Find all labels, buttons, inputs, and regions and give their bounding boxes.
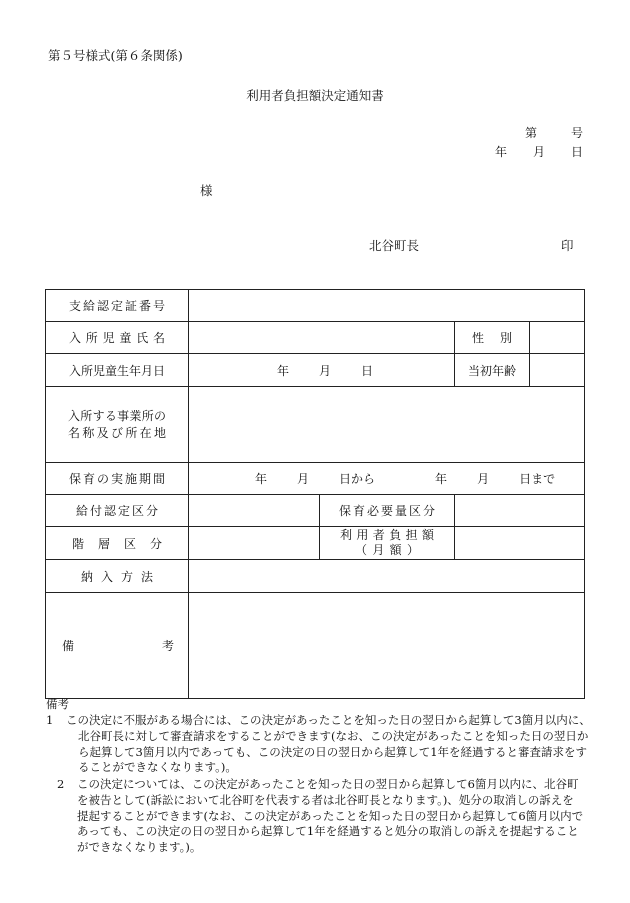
period-end-month: 月 bbox=[477, 472, 490, 486]
tier-category-label: 階層区分 bbox=[46, 527, 189, 560]
birth-date-label: 入所児童生年月日 bbox=[46, 354, 189, 387]
table-row bbox=[46, 463, 585, 495]
birth-date-value[interactable] bbox=[189, 354, 455, 387]
note-number: 2 bbox=[57, 777, 65, 791]
issue-date bbox=[495, 143, 583, 160]
payment-method-value[interactable] bbox=[189, 560, 585, 593]
table-row bbox=[46, 354, 585, 387]
date-year: 年 bbox=[494, 145, 507, 159]
number-suffix: 号 bbox=[570, 126, 583, 140]
care-period-label: 保育の実施期間 bbox=[46, 463, 189, 495]
date-day: 日 bbox=[570, 145, 583, 159]
child-name-value[interactable] bbox=[189, 322, 455, 354]
care-need-category-label: 保育必要量区分 bbox=[320, 495, 455, 527]
addressee: 様 bbox=[200, 183, 213, 198]
remarks-label-left: 備 bbox=[62, 639, 75, 653]
user-burden-label-line2: （月額） bbox=[355, 543, 419, 557]
period-end-year: 年 bbox=[435, 472, 448, 486]
note-text: この決定に不服がある場合には、この決定があったことを知った日の翌日から起算して3箇月以内に、北谷町長に対して審査請求をすることができます(なお、この決定があったことを知った日の翌日から起算して3箇月以内であっても、この決定の日の翌日から起算して1年を経過すると審査請求をすることができなくなります。)。 bbox=[66, 713, 591, 775]
remarks-value[interactable] bbox=[189, 593, 585, 699]
period-start-year: 年 bbox=[255, 472, 268, 486]
child-name-label: 入所児童氏名 bbox=[46, 322, 189, 354]
cert-number-value[interactable] bbox=[189, 290, 585, 322]
initial-age-label: 当初年齢 bbox=[455, 354, 530, 387]
table-row bbox=[46, 560, 585, 593]
seal-mark: 印 bbox=[561, 238, 574, 253]
document-number bbox=[525, 124, 583, 141]
facility-label-line1: 入所する事業所の bbox=[68, 408, 166, 423]
decision-table bbox=[45, 289, 585, 699]
table-row bbox=[46, 387, 585, 463]
notes-heading: 備考 bbox=[46, 697, 69, 711]
benefit-category-label: 給付認定区分 bbox=[46, 495, 189, 527]
note-text: この決定については、この決定があったことを知った日の翌日から起算して6箇月以内に、北谷町を被告として(訴訟において北谷町を代表する者は北谷町長となります。)、処分の取消しの訴えを提起することができます(なお、この決定があったことを知った日の翌日から起算して6箇月以内であっても、この決定の日の翌日から起算して1年を経過すると処分の取消しの訴えを提起することができなくなります。)。 bbox=[77, 777, 584, 855]
number-prefix: 第 bbox=[524, 126, 537, 140]
table-row bbox=[46, 290, 585, 322]
document-title: 利用者負担額決定通知書 bbox=[246, 88, 384, 103]
date-month: 月 bbox=[532, 145, 545, 159]
tier-category-value[interactable] bbox=[189, 527, 320, 560]
benefit-category-value[interactable] bbox=[189, 495, 320, 527]
care-need-category-value[interactable] bbox=[455, 495, 585, 527]
period-end-day: 日まで bbox=[519, 472, 556, 486]
period-start-day: 日から bbox=[339, 472, 376, 486]
user-burden-value[interactable] bbox=[455, 527, 585, 560]
payment-method-label: 納入方法 bbox=[46, 560, 189, 593]
user-burden-label bbox=[320, 527, 455, 560]
facility-label-line2: 名称及び所在地 bbox=[68, 425, 166, 440]
issuer: 北谷町長 bbox=[369, 238, 420, 253]
sex-label: 性 別 bbox=[455, 322, 530, 354]
cert-number-label: 支給認定証番号 bbox=[46, 290, 189, 322]
note-number: 1 bbox=[46, 713, 54, 727]
facility-label bbox=[46, 387, 189, 463]
table-row bbox=[46, 527, 585, 560]
care-period-value[interactable] bbox=[189, 463, 585, 495]
sex-value[interactable] bbox=[530, 322, 585, 354]
facility-value[interactable] bbox=[189, 387, 585, 463]
birth-month: 月 bbox=[319, 363, 332, 378]
birth-day: 日 bbox=[361, 363, 374, 378]
birth-year: 年 bbox=[277, 363, 290, 378]
remarks-label-right: 考 bbox=[161, 639, 174, 653]
table-row bbox=[46, 322, 585, 354]
table-row bbox=[46, 593, 585, 699]
initial-age-value[interactable] bbox=[530, 354, 585, 387]
user-burden-label-line1: 利用者負担額 bbox=[340, 528, 434, 542]
period-start-month: 月 bbox=[297, 472, 310, 486]
remarks-label bbox=[46, 593, 189, 699]
form-label: 第５号様式(第６条関係) bbox=[48, 48, 183, 63]
table-row bbox=[46, 495, 585, 527]
